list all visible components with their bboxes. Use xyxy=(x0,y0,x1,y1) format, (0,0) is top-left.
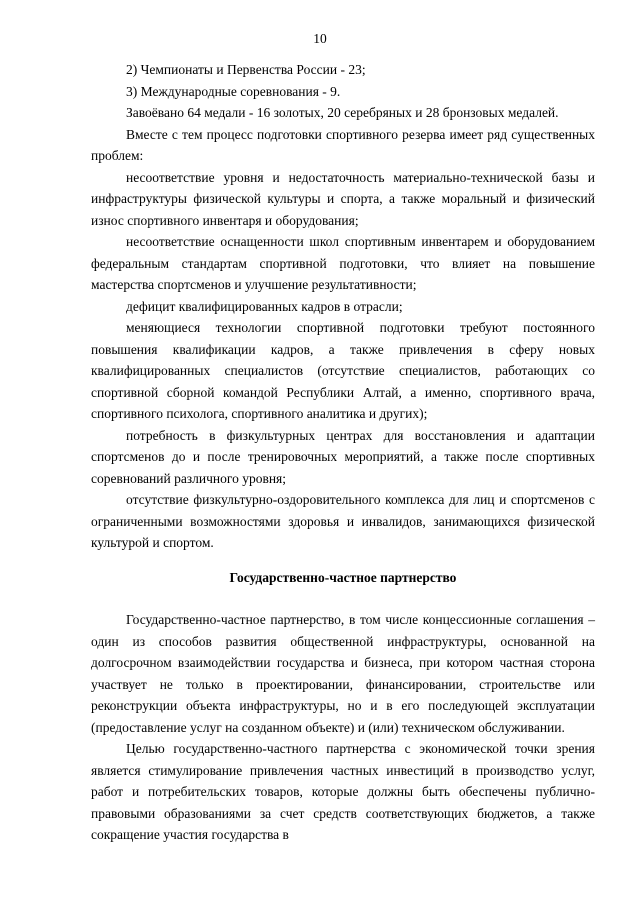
paragraph-ppp-goal: Целью государственно-частного партнерства с экономической точки зрения является стимулирование привлечения частных инвестиций в производство услуг, работ и потребительских товаров, которые должны быть обеспечены публично-правовыми образованиями за счет средств соответствующих бюджетов, а также сокращение участия государства в xyxy=(91,741,595,842)
paragraph-problem-infrastructure: несоответствие уровня и недостаточность материально-технической базы и инфраструктуры физической культуры и спорта, а также моральный и физический износ спортивного инвентаря и оборудования; xyxy=(91,169,595,228)
paragraph-problems-intro: Вместе с тем процесс подготовки спортивного резерва имеет ряд существенных проблем: xyxy=(91,126,595,163)
paragraph-problem-technologies: меняющиеся технологии спортивной подготовки требуют постоянного повышения квалификации кадров, а также привлечения в сферу новых квалифицированных специалистов (отсутствие специалистов, работающих со спортивной сборной командой Республики Алтай, а именно, спортивного врача, спортивного психолога, спортивного аналитика и других); xyxy=(91,320,595,421)
list-item-championships: 2) Чемпионаты и Первенства России - 23; xyxy=(126,62,366,77)
list-item-international: 3) Международные соревнования - 9. xyxy=(126,83,341,99)
document-body xyxy=(91,59,595,846)
section-heading: Государственно-частное партнерство xyxy=(229,569,457,585)
page-number: 10 xyxy=(313,31,327,46)
paragraph-problem-disabled-complex: отсутствие физкультурно-оздоровительного комплекса для лиц и спортсменов с ограниченными возможностями здоровья и инвалидов, занимающихся физической культурой и спортом. xyxy=(91,492,595,550)
paragraph-problem-recovery-centers: потребность в физкультурных центрах для восстановления и адаптации спортсменов до и после тренировочных мероприятий, а также после спортивных соревнований различного уровня; xyxy=(91,427,595,486)
paragraph-medals: Завоёвано 64 медали - 16 золотых, 20 серебряных и 28 бронзовых медалей. xyxy=(126,105,559,120)
paragraph-problem-staff-deficit: дефицит квалифицированных кадров в отрасли; xyxy=(126,298,403,314)
paragraph-problem-equipment: несоответствие оснащенности школ спортивным инвентарем и оборудованием федеральным стандартам спортивной подготовки, что влияет на повышение мастерства спортсменов и улучшение результативности; xyxy=(91,234,595,292)
paragraph-ppp-definition: Государственно-частное партнерство, в том числе концессионные соглашения – один из способов развития общественной инфраструктуры, основанной на долгосрочном взаимодействии государства и бизнеса, при котором частная сторона участвует не только в проектировании, финансировании, строительстве или реконструкции объекта инфраструктуры, но и в его последующей эксплуатации (предоставление услуг на созданном объекте) и (или) техническом обслуживании. xyxy=(91,612,595,735)
